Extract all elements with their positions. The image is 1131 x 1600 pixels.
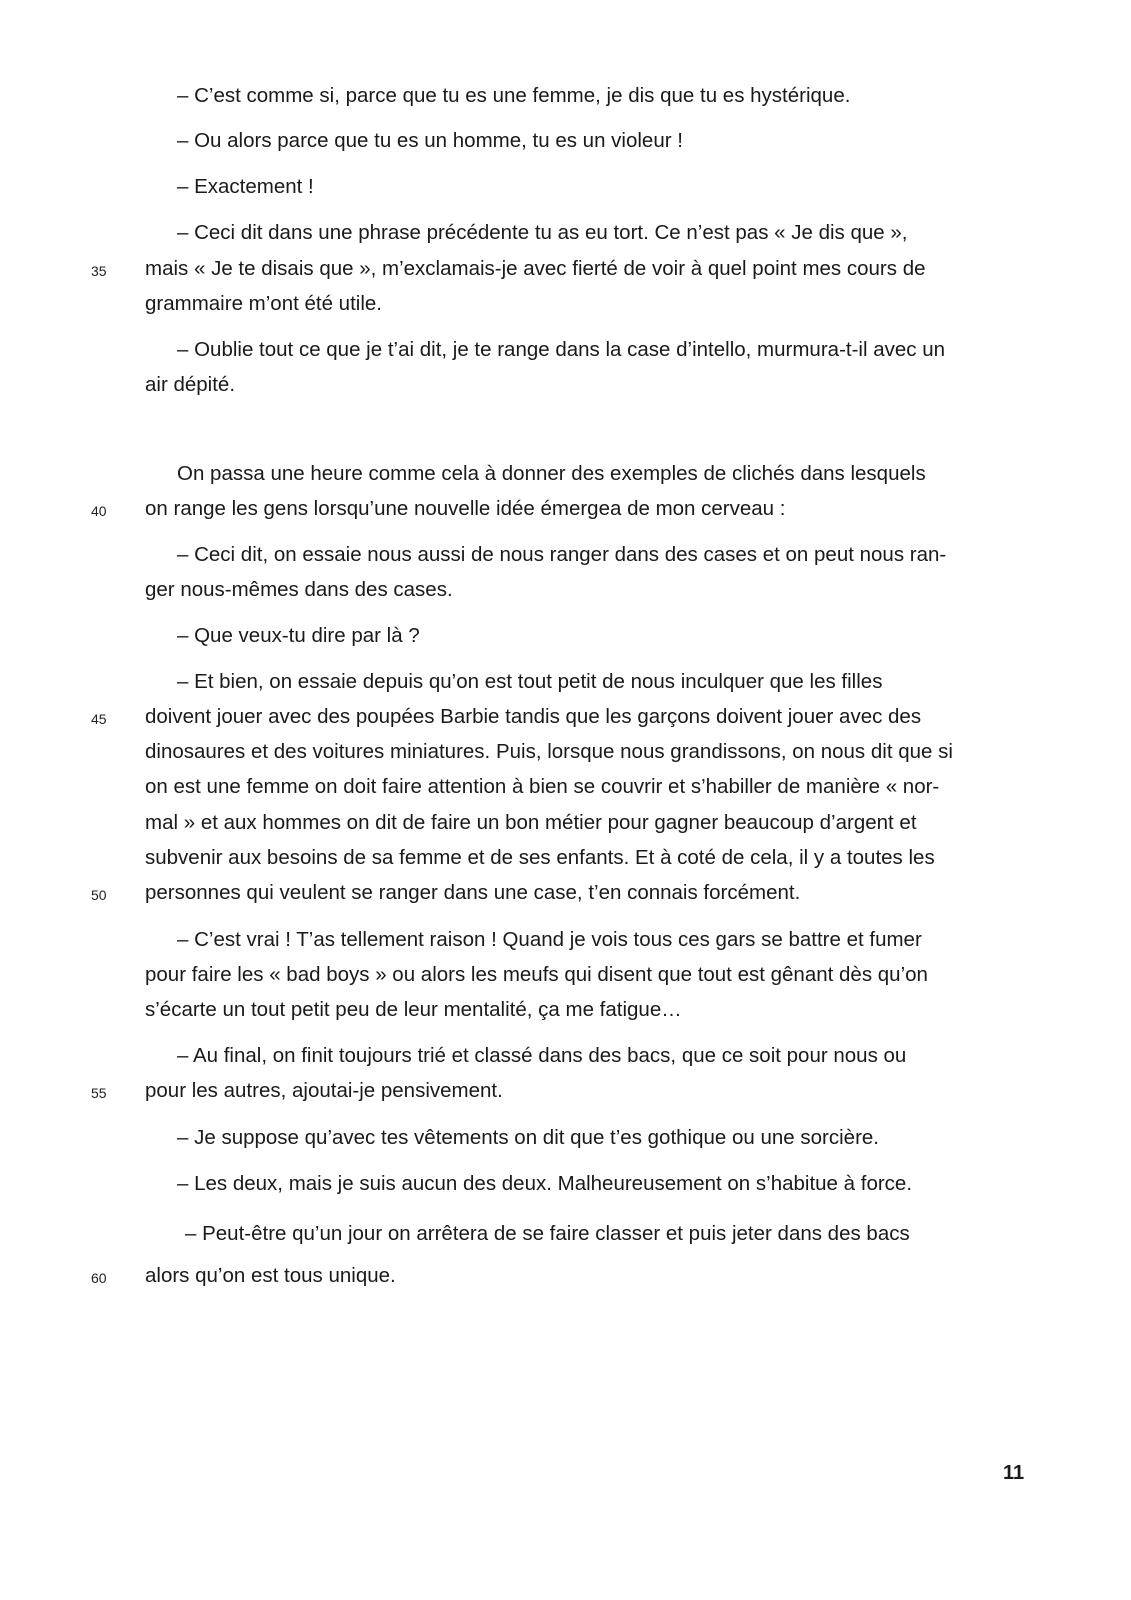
text-line: – Les deux, mais je suis aucun des deux. Malheureusement on s’habitue à force. (177, 1172, 913, 1195)
text-line: – Ceci dit dans une phrase précédente tu as eu tort. Ce n’est pas « Je dis que », (177, 221, 908, 244)
text-line: – C’est comme si, parce que tu es une femme, je dis que tu es hystérique. (177, 84, 851, 107)
text-line: pour faire les « bad boys » ou alors les meufs qui disent que tout est gênant dès qu’on (145, 963, 928, 986)
text-line: – Ou alors parce que tu es un homme, tu es un violeur ! (177, 129, 683, 152)
text-line: s’écarte un tout petit peu de leur mentalité, ça me fatigue… (145, 998, 682, 1021)
line-number: 55 (91, 1085, 107, 1101)
text-line: – C’est vrai ! T’as tellement raison ! Quand je vois tous ces gars se battre et fumer (177, 928, 922, 951)
line-number: 50 (91, 887, 107, 903)
page-number: 11 (1003, 1462, 1025, 1484)
line-number: 60 (91, 1270, 107, 1286)
text-line: – Exactement ! (177, 175, 314, 198)
text-line: – Au final, on finit toujours trié et classé dans des bacs, que ce soit pour nous ou (177, 1044, 907, 1067)
text-line: ger nous-mêmes dans des cases. (145, 578, 453, 601)
text-line: pour les autres, ajoutai-je pensivement. (145, 1079, 503, 1102)
text-line: on est une femme on doit faire attention à bien se couvrir et s’habiller de manière « nor- (145, 775, 940, 798)
text-line: on range les gens lorsqu’une nouvelle idée émergea de mon cerveau : (145, 497, 786, 520)
text-line: personnes qui veulent se ranger dans une case, t’en connais forcément. (145, 881, 801, 904)
text-line: – Et bien, on essaie depuis qu’on est tout petit de nous inculquer que les filles (177, 670, 883, 693)
text-line: subvenir aux besoins de sa femme et de ses enfants. Et à coté de cela, il y a toutes les (145, 846, 935, 869)
text-line: grammaire m’ont été utile. (145, 292, 382, 315)
text-line: – Je suppose qu’avec tes vêtements on dit que t’es gothique ou une sorcière. (177, 1126, 880, 1149)
line-number: 35 (91, 263, 107, 279)
text-line: – Ceci dit, on essaie nous aussi de nous ranger dans des cases et on peut nous ran- (177, 543, 947, 566)
line-number: 45 (91, 711, 107, 727)
text-line: alors qu’on est tous unique. (145, 1264, 396, 1287)
text-line: dinosaures et des voitures miniatures. Puis, lorsque nous grandissons, on nous dit que si (145, 740, 953, 763)
line-number: 40 (91, 503, 107, 519)
text-line: – Peut-être qu’un jour on arrêtera de se faire classer et puis jeter dans des bacs (185, 1222, 910, 1245)
text-line: mal » et aux hommes on dit de faire un bon métier pour gagner beaucoup d’argent et (145, 811, 917, 834)
text-line: – Oublie tout ce que je t’ai dit, je te range dans la case d’intello, murmura-t-il avec un (177, 338, 946, 361)
text-line: On passa une heure comme cela à donner des exemples de clichés dans lesquels (177, 462, 926, 485)
text-line: doivent jouer avec des poupées Barbie tandis que les garçons doivent jouer avec des (145, 705, 922, 728)
text-line: air dépité. (145, 373, 236, 396)
text-line: – Que veux-tu dire par là ? (177, 624, 420, 647)
text-line: mais « Je te disais que », m’exclamais-je avec fierté de voir à quel point mes cours de (145, 257, 926, 280)
